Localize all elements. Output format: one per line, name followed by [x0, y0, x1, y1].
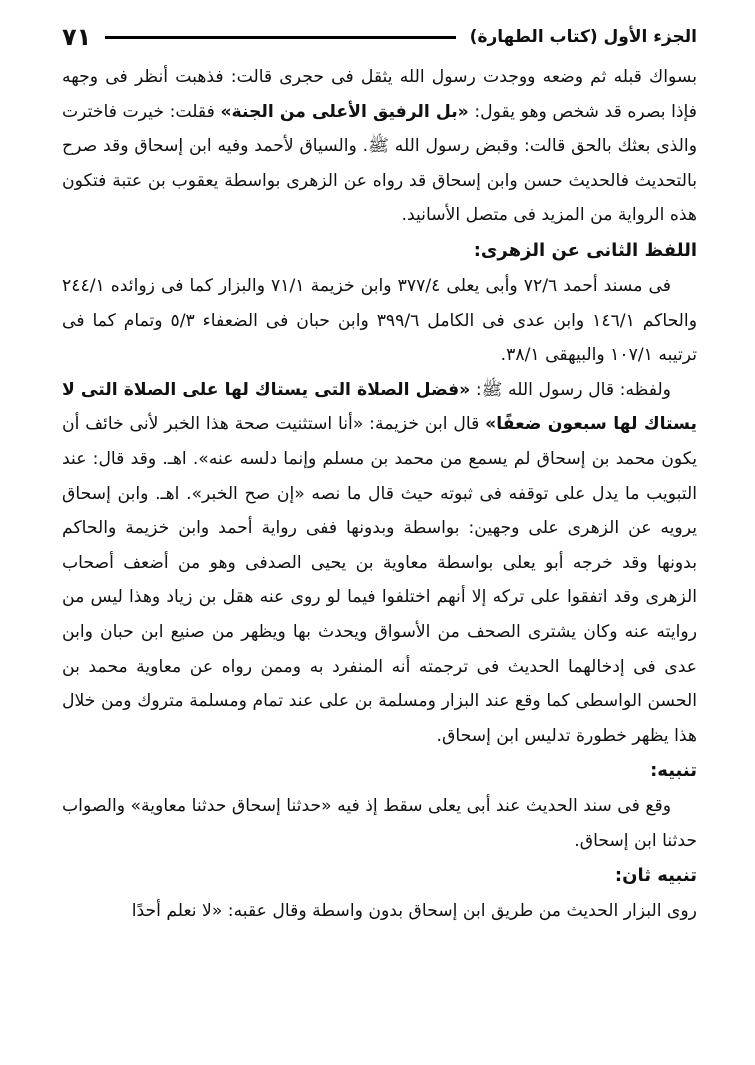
section-heading-note: تنبيه:	[650, 760, 697, 782]
paragraph-3	[62, 373, 697, 754]
paragraph-1-text-b: فقلت: خيرت فاخترت والذى بعثك بالحق قالت: وقبض رسول الله ﷺ. والسياق لأحمد وفيه ابن إسحاق وقد صرح بالتحديث فالحديث حسن وابن إسحاق قد رواه عن الزهرى بواسطة يعقوب بن عتبة فتكون هذه الرواية من المزيد فى متصل الأسانيد.	[62, 101, 697, 226]
section-heading-second-note: تنبيه ثان:	[614, 865, 697, 887]
paragraph-1-text-a: بسواك قبله ثم وضعه ووجدت رسول الله يثقل فى حجرى قالت: فذهبت أنظر فى وجهه فإذا بصره قد شخص وهو يقول:	[62, 67, 698, 122]
paragraph-3-text-a: ولفظه: قال رسول الله ﷺ:	[470, 379, 671, 400]
paragraph-3-text-b: قال ابن خزيمة: «أنا استثنيت صحة هذا الخبر لأنى خائف أن يكون محمد بن إسحاق لم يسمع من محمد بن مسلم وإنما دلسه عنه». اهـ. وقد قال: عند التبويب ما يدل على توقفه فى ثبوته حيث قال ما نصه «إن صح الخبر». اهـ. وابن إسحاق يرويه عن الزهرى على وجهين: بواسطة وبدونها ففى رواية أحمد وابن خزيمة والحاكم بدونها وقد خرجه أبو يعلى بواسطة معاوية بن يحيى الصدفى وهو من أضعف أصحاب الزهرى وقد اتفقوا على تركه إلا أنهم اختلفوا فيما لو روى عنه هقل بن زياد وهذا ليس من روايته عنه وكان يشترى الصحف من الأسواق ويحدث بها ويظهر من صنيع ابن حبان وابن عدى فى إدخالهما الحديث فى ترجمته أنه المنفرد به وممن رواه عن معاوية محمد بن الحسن الواسطى كما وقع عند البزار ومسلمة بن على عند تمام ومسلمة متروك ومن خلال هذا يظهر خطورة تدليس ابن إسحاق.	[62, 414, 697, 746]
page-body	[62, 60, 697, 929]
paragraph-4-note: وقع فى سند الحديث عند أبى يعلى سقط إذ فيه «حدثنا إسحاق حدثنا معاوية» والصواب حدثنا ابن إسحاق.	[62, 796, 697, 851]
paragraph-1	[62, 60, 697, 233]
paragraph-5-second-note: روى البزار الحديث من طريق ابن إسحاق بدون واسطة وقال عقبه: «لا نعلم أحدًا	[131, 901, 697, 922]
paragraph-1-hadith-quote: «بل الرفيق الأعلى من الجنة»	[220, 101, 469, 122]
paragraph-2-sources: فى مسند أحمد ٧٢/٦ وأبى يعلى ٣٧٧/٤ وابن خزيمة ٧١/١ والبزار كما فى زوائده ٢٤٤/١ والحاكم ١٤٦/١ وابن عدى فى الكامل ٣٩٩/٦ وابن حبان فى الضعفاء ٥/٣ وتمام كما فى ترتيبه ١٠٧/١ والبيهقى ٣٨/١.	[62, 275, 697, 366]
running-title: الجزء الأول (كتاب الطهارة)	[469, 27, 697, 47]
page-number: ٧١	[62, 23, 92, 51]
page-header	[62, 18, 697, 56]
section-heading-second-wording: اللفظ الثانى عن الزهرى:	[473, 239, 697, 261]
paragraph-3-hadith-quote: «فضل الصلاة التى يستاك لها على الصلاة التى لا يستاك لها سبعون ضعفًا»	[62, 379, 697, 435]
header-rule	[105, 36, 455, 39]
